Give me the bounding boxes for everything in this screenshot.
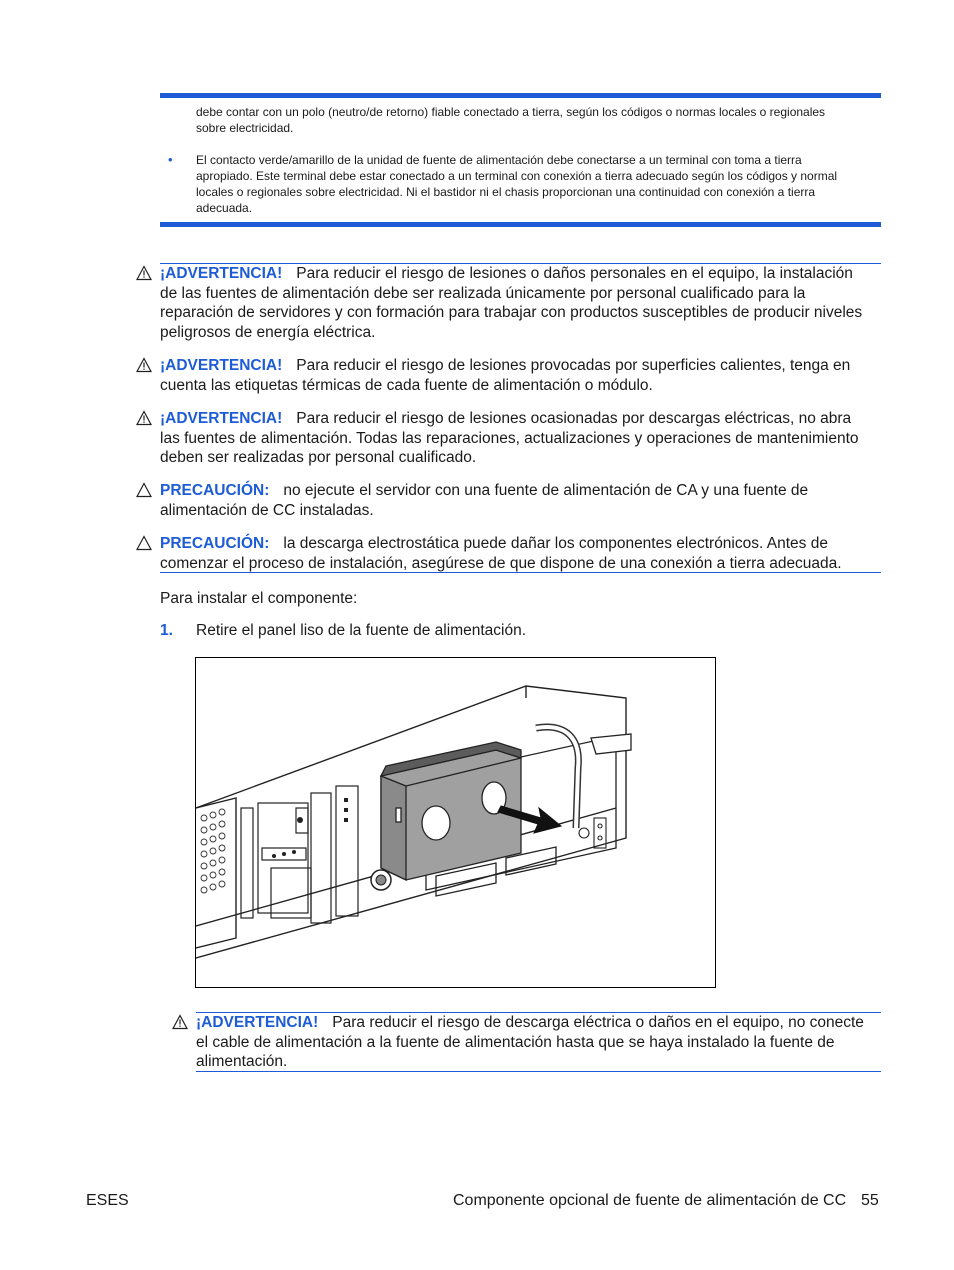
note-line: El contacto verde/amarillo de la unidad de fuente de alimentación debe conectarse a un terminal con toma a tierra [196,153,802,167]
note-bottom-bar [160,222,881,227]
caution-triangle-icon [136,482,152,498]
note-bullet-text [196,152,881,216]
warning-line: cuenta las etiquetas térmicas de cada fuente de alimentación o módulo. [160,376,653,394]
warning-line: de las fuentes de alimentación debe ser realizada únicamente por personal cualificado para la [160,284,806,302]
warning-line: peligrosos de energía eléctrica. [160,323,376,341]
warning-label: ¡ADVERTENCIA! [160,357,283,374]
note-line: sobre electricidad. [196,121,294,135]
warning-2 [160,356,882,395]
caution-triangle-icon [136,410,152,426]
note-line: adecuada. [196,201,253,215]
warning-line: Para reducir el riesgo de lesiones ocasionadas por descargas eléctricas, no abra [296,410,852,427]
warning-label: ¡ADVERTENCIA! [160,265,283,282]
warning-line: el cable de alimentación a la fuente de alimentación hasta que se haya instalado la fuente de [196,1033,835,1051]
note-line: locales o regionales sobre electricidad. Ni el bastidor ni el chasis proporcionan una continuidad con conexión a tierra [196,185,816,199]
warning-line: Para reducir el riesgo de descarga eléctrica o daños en el equipo, no conecte [332,1014,864,1031]
warning-line: reparación de servidores y con formación para trabajar con productos susceptibles de producir niveles [160,304,863,321]
caution-line: no ejecute el servidor con una fuente de alimentación de CA y una fuente de [283,482,809,499]
warning-line: deben ser realizadas por personal cualificado. [160,449,477,466]
intro-text: Para instalar el componente: [160,590,358,607]
step-text: Retire el panel liso de la fuente de alimentación. [196,622,527,639]
caution-line: comenzar el proceso de instalación, asegúrese de que dispone de una conexión a tierra adecuada. [160,554,842,572]
warning-1 [160,264,882,342]
footer-page-number: 55 [861,1192,879,1209]
caution-2 [160,534,882,573]
warning-line: Para reducir el riesgo de lesiones o daños personales en el equipo, la instalación [296,265,853,282]
warning-3 [160,409,882,468]
caution-1 [160,481,882,520]
caution-label: PRECAUCIÓN: [160,482,270,499]
warning-line: Para reducir el riesgo de lesiones provocadas por superficies calientes, tenga en [296,357,851,374]
warning-label: ¡ADVERTENCIA! [196,1014,319,1031]
note-continued-text [196,104,881,136]
power-supply-blank-removal-illustration [195,657,716,988]
caution-triangle-icon [136,357,152,373]
warning-line: las fuentes de alimentación. Todas las reparaciones, actualizaciones y operaciones de mantenimiento [160,429,859,447]
footer-section-title: Componente opcional de fuente de alimentación de CC [453,1192,847,1209]
caution-label: PRECAUCIÓN: [160,535,270,552]
note-top-bar [160,93,881,98]
warning-label: ¡ADVERTENCIA! [160,410,283,427]
caution-triangle-icon [136,535,152,551]
caution-triangle-icon [172,1014,188,1030]
note-line: debe contar con un polo (neutro/de retorno) fiable conectado a tierra, según los códigos o normas locales o regionales [196,105,826,119]
bullet-icon: • [168,152,173,167]
final-warning [196,1013,882,1072]
caution-line: la descarga electrostática puede dañar los componentes electrónicos. Antes de [283,535,828,552]
warning-line: alimentación. [196,1053,288,1070]
caution-triangle-icon [136,265,152,281]
step-number: 1. [160,622,173,639]
final-warning-bottom-rule [196,1071,881,1072]
warning-bottom-rule [160,572,881,573]
caution-line: alimentación de CC instaladas. [160,501,374,519]
server-illustration [196,658,715,987]
note-line: apropiado. Este terminal debe estar conectado a un terminal con conexión a tierra adecuado según los códigos y normal [196,169,838,183]
footer-locale: ESES [86,1192,129,1209]
